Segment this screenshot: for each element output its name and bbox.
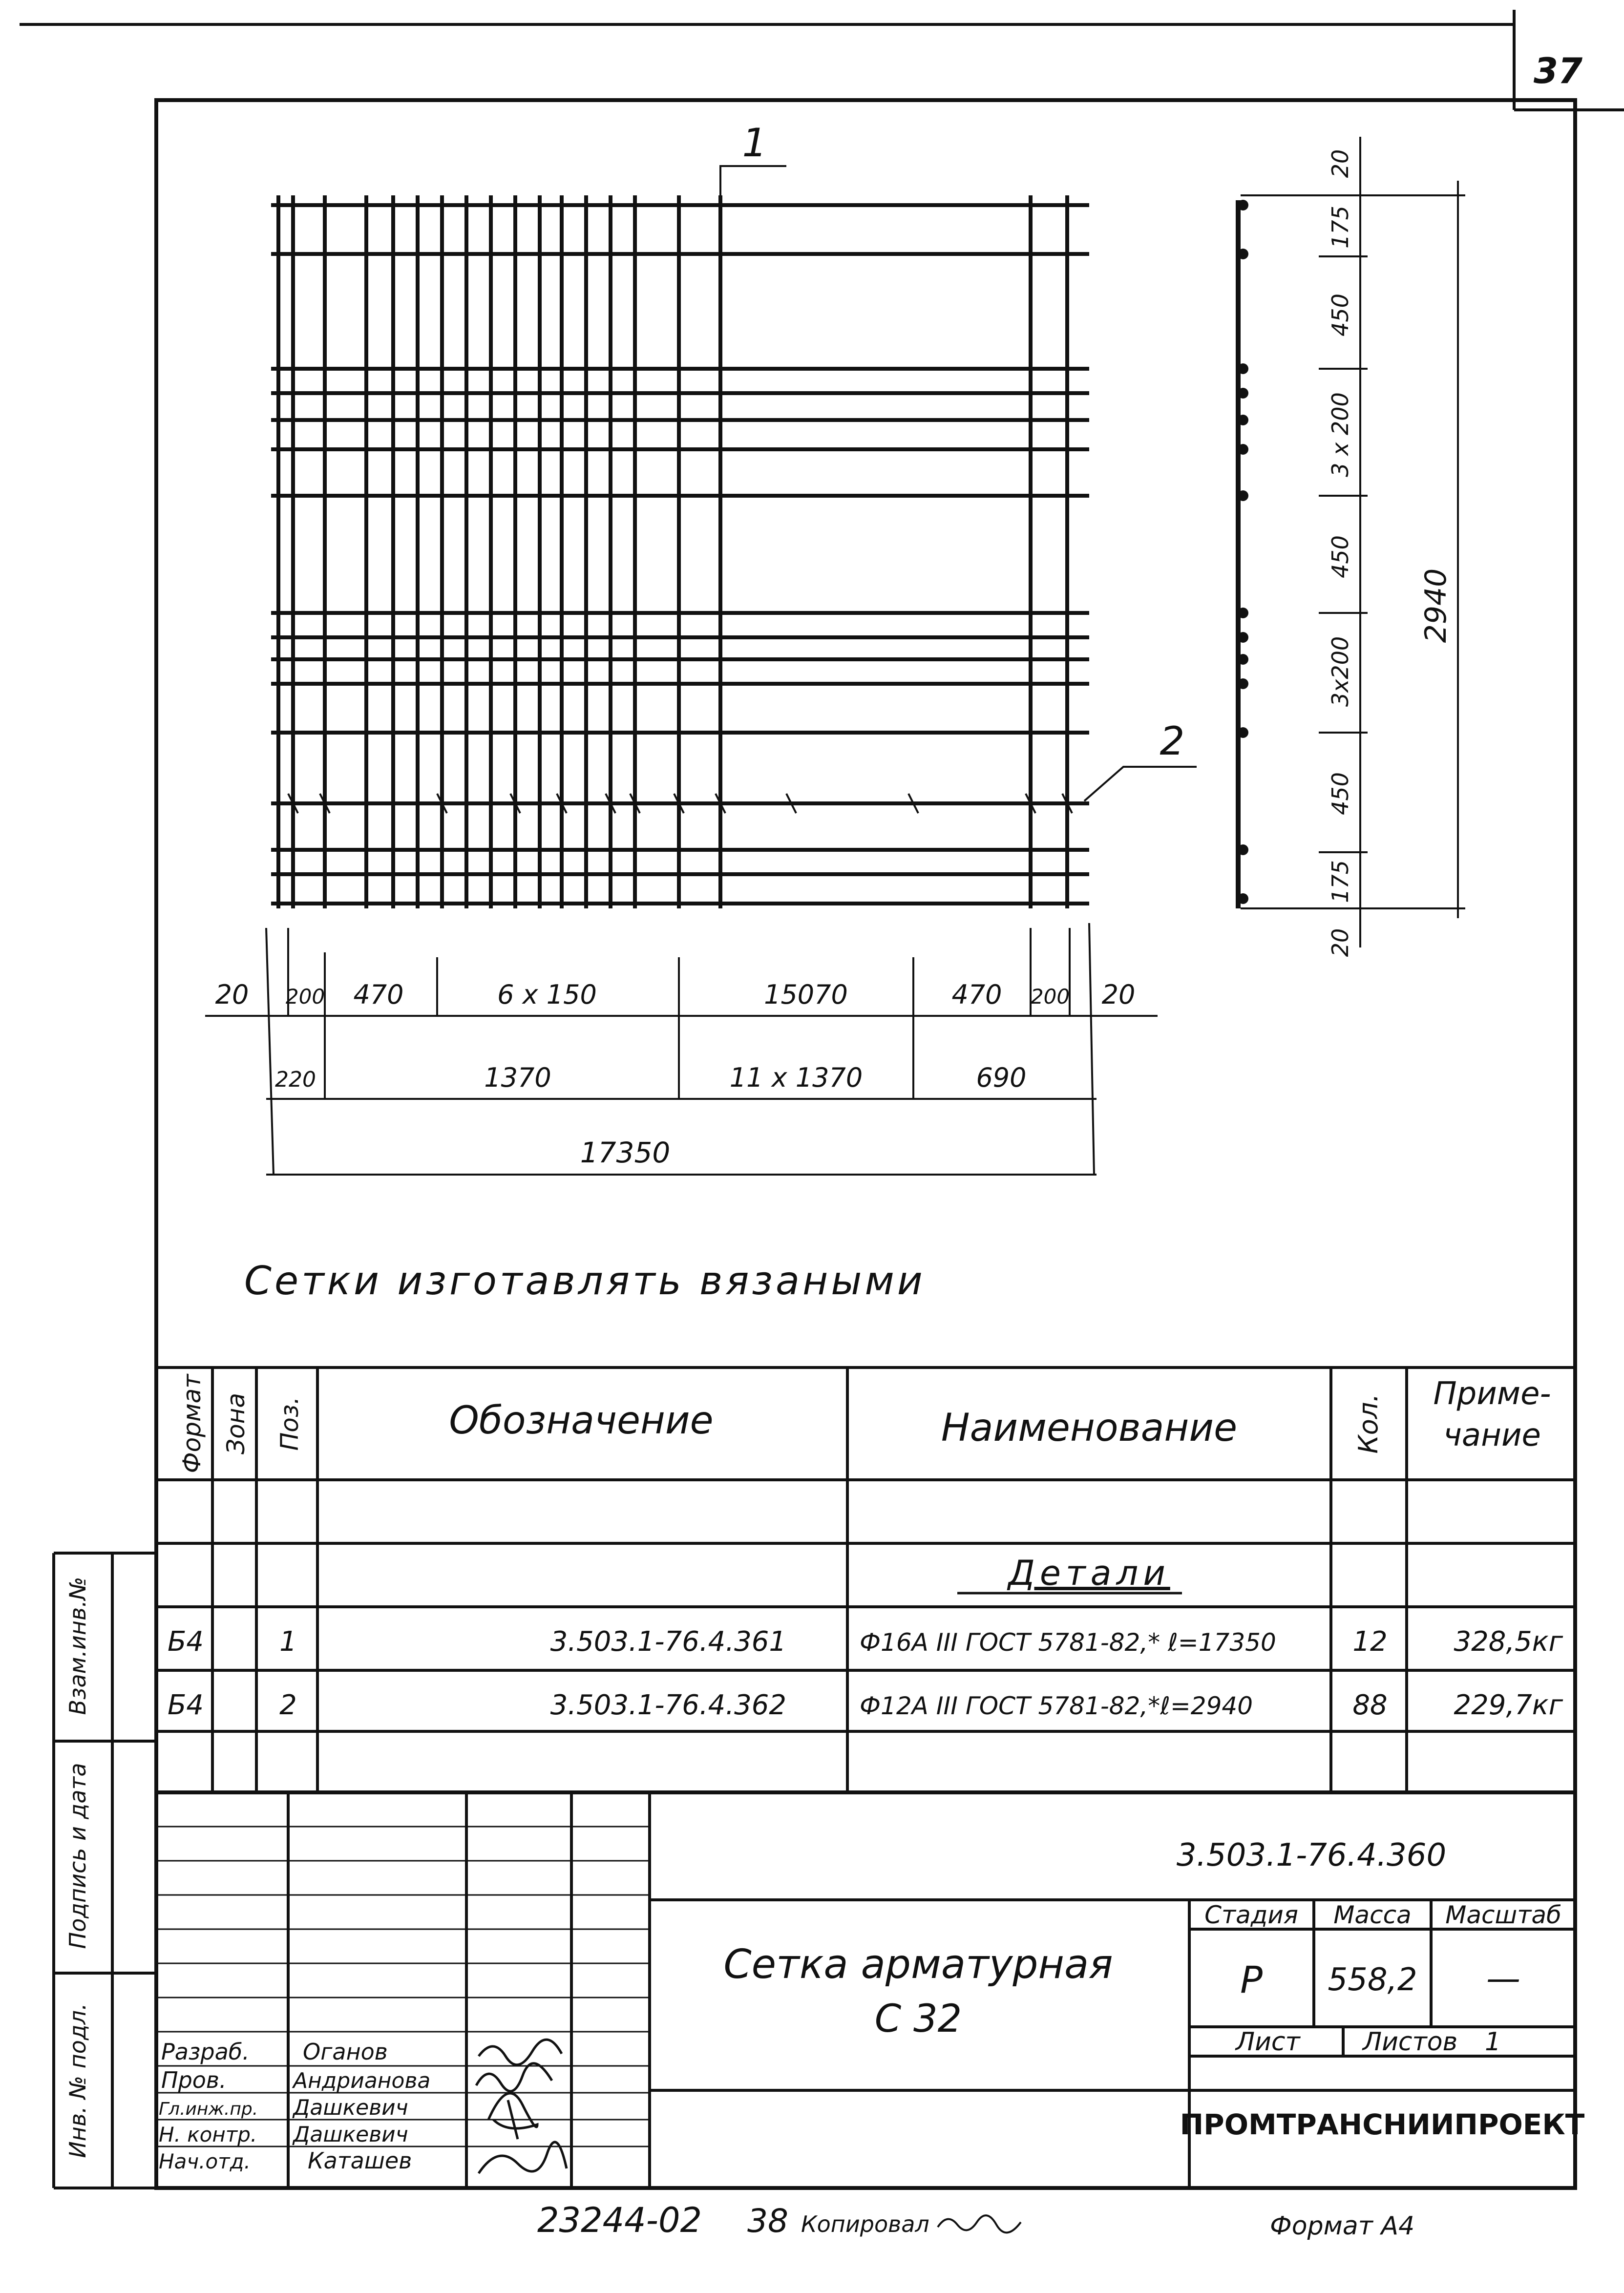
row2-note: 229,7кг [1454, 1689, 1563, 1721]
main-frame [156, 100, 1575, 2188]
dims-top-row [215, 979, 1136, 1010]
left-strip-labels [64, 1577, 91, 2158]
copied-by: Копировал [801, 2211, 929, 2237]
mass-value: 558,2 [1328, 1962, 1417, 1998]
header-pos: Поз. [275, 1396, 304, 1451]
row1-qty: 12 [1352, 1626, 1388, 1658]
dim-mid-3: 690 [976, 1062, 1027, 1093]
row1-name: Ф16А III ГОСТ 5781-82,* ℓ=17350 [860, 1628, 1276, 1657]
side-bar-dot [1238, 632, 1248, 643]
header-format: Формат [178, 1374, 206, 1473]
header-zone: Зона [222, 1393, 250, 1454]
side-bar-dot [1238, 727, 1248, 738]
dim-top-2: 470 [353, 979, 404, 1010]
side-bar-dot [1238, 363, 1248, 374]
side-bar-dot [1238, 200, 1248, 210]
name-2: Дашкевич [293, 2095, 408, 2120]
side-bar-dot [1238, 388, 1248, 399]
archive-number: 23244-02 [537, 2200, 702, 2240]
dim-total: 17350 [580, 1136, 671, 1169]
dims-right [1327, 149, 1353, 957]
paper-format: Формат А4 [1270, 2211, 1415, 2241]
callout-2-leader [1084, 767, 1197, 801]
sheets-label: Листов [1363, 2027, 1458, 2057]
doc-code: 3.503.1-76.4.360 [1176, 1837, 1447, 1873]
sheet-number: 37 [1533, 50, 1583, 91]
signatures [159, 2039, 430, 2174]
dim-right-2: 450 [1327, 294, 1353, 337]
stage-value: Р [1240, 1958, 1263, 2001]
signature-1 [479, 2040, 562, 2065]
dim-right-7: 175 [1327, 860, 1353, 903]
header-name: Наименование [941, 1406, 1238, 1450]
row2-pos: 2 [279, 1689, 297, 1721]
ext-line-left [266, 928, 274, 1175]
header-note-1: Приме- [1433, 1376, 1551, 1412]
role-4: Нач.отд. [159, 2149, 251, 2173]
scale-value: — [1486, 1958, 1520, 1998]
dim-right-0: 20 [1327, 149, 1353, 178]
dim-top-7: 20 [1101, 979, 1136, 1010]
fabrication-note: Сетки изготавлять вязаными [244, 1258, 926, 1304]
copy-number: 38 [747, 2202, 788, 2240]
dim-top-1: 200 [285, 985, 325, 1009]
stage-mass-scale [1204, 1901, 1561, 2001]
doc-title-1: Сетка арматурная [723, 1941, 1113, 1988]
stage-label: Стадия [1204, 1901, 1298, 1929]
row1-designation: 3.503.1-76.4.361 [550, 1626, 786, 1658]
organization: ПРОМТРАНСНИИПРОЕКТ [1180, 2108, 1585, 2141]
side-bar-dot [1238, 893, 1248, 904]
copier-signature [938, 2215, 1021, 2232]
dim-mid-2: 11 x 1370 [729, 1062, 863, 1093]
side-bar-dot [1238, 444, 1248, 455]
row2-designation: 3.503.1-76.4.362 [550, 1689, 786, 1721]
side-bar-dot [1238, 415, 1248, 425]
inv-orig-label: Инв. № подл. [64, 2003, 91, 2158]
dim-mid-0: 220 [275, 1067, 316, 1092]
row2-qty: 88 [1352, 1689, 1388, 1721]
name-1: Андрианова [293, 2068, 431, 2093]
role-1: Пров. [161, 2067, 227, 2093]
side-bar-dot [1238, 490, 1248, 501]
dim-top-6: 200 [1030, 985, 1070, 1009]
dim-right-4: 450 [1327, 535, 1353, 578]
sign-date-label: Подпись и дата [64, 1763, 91, 1949]
dim-right-3: 3 x 200 [1327, 392, 1353, 477]
side-bar-dot [1238, 654, 1248, 665]
role-3: Н. контр. [159, 2123, 257, 2146]
row1-note: 328,5кг [1454, 1626, 1563, 1658]
spec-rows [168, 1626, 1563, 1721]
dim-right-8: 20 [1327, 928, 1353, 957]
dim-top-4: 15070 [764, 979, 848, 1010]
doc-title-2: С 32 [874, 1997, 962, 2041]
name-4: Каташев [308, 2147, 412, 2174]
sheet-label: Лист [1236, 2027, 1300, 2057]
header-qty: Кол. [1353, 1393, 1384, 1454]
side-bar-dot [1238, 844, 1248, 855]
row1-pos: 1 [279, 1626, 297, 1658]
signature-scribbles [476, 2040, 567, 2173]
spec-headers [178, 1373, 1551, 1473]
dim-mid-1: 1370 [484, 1062, 551, 1093]
row2-name: Ф12А III ГОСТ 5781-82,*ℓ=2940 [860, 1692, 1253, 1720]
name-3: Дашкевич [293, 2122, 408, 2147]
header-designation: Обозначение [449, 1399, 714, 1443]
dim-right-1: 175 [1327, 206, 1353, 249]
mass-label: Масса [1333, 1901, 1412, 1929]
dim-top-3: 6 x 150 [497, 979, 597, 1010]
scale-label: Масштаб [1445, 1901, 1561, 1929]
callout-1-label: 1 [742, 120, 767, 166]
sheets-value: 1 [1485, 2027, 1501, 2057]
dim-top-0: 20 [215, 979, 249, 1010]
signature-3 [488, 2093, 537, 2139]
dim-top-5: 470 [951, 979, 1002, 1010]
role-0: Разраб. [161, 2039, 250, 2065]
side-bar-dot [1238, 608, 1248, 618]
row1-format: Б4 [167, 1626, 204, 1658]
row2-format: Б4 [167, 1689, 204, 1721]
dim-right-5: 3x200 [1327, 636, 1353, 707]
side-bar-dot [1238, 249, 1248, 259]
rebar-mesh [271, 195, 1089, 908]
dim-right-6: 450 [1327, 772, 1353, 815]
header-note-2: чание [1443, 1417, 1541, 1453]
role-2: Гл.инж.пр. [159, 2099, 258, 2119]
dim-right-total: 2940 [1419, 568, 1453, 643]
inv-swap-label: Взам.инв.№ [64, 1577, 91, 1715]
side-bar-dot [1238, 678, 1248, 689]
callout-2-label: 2 [1160, 718, 1185, 764]
section-title: Детали [1008, 1553, 1170, 1593]
ext-line-right [1089, 923, 1094, 1175]
signature-2 [476, 2063, 552, 2091]
name-0: Оганов [303, 2039, 388, 2065]
